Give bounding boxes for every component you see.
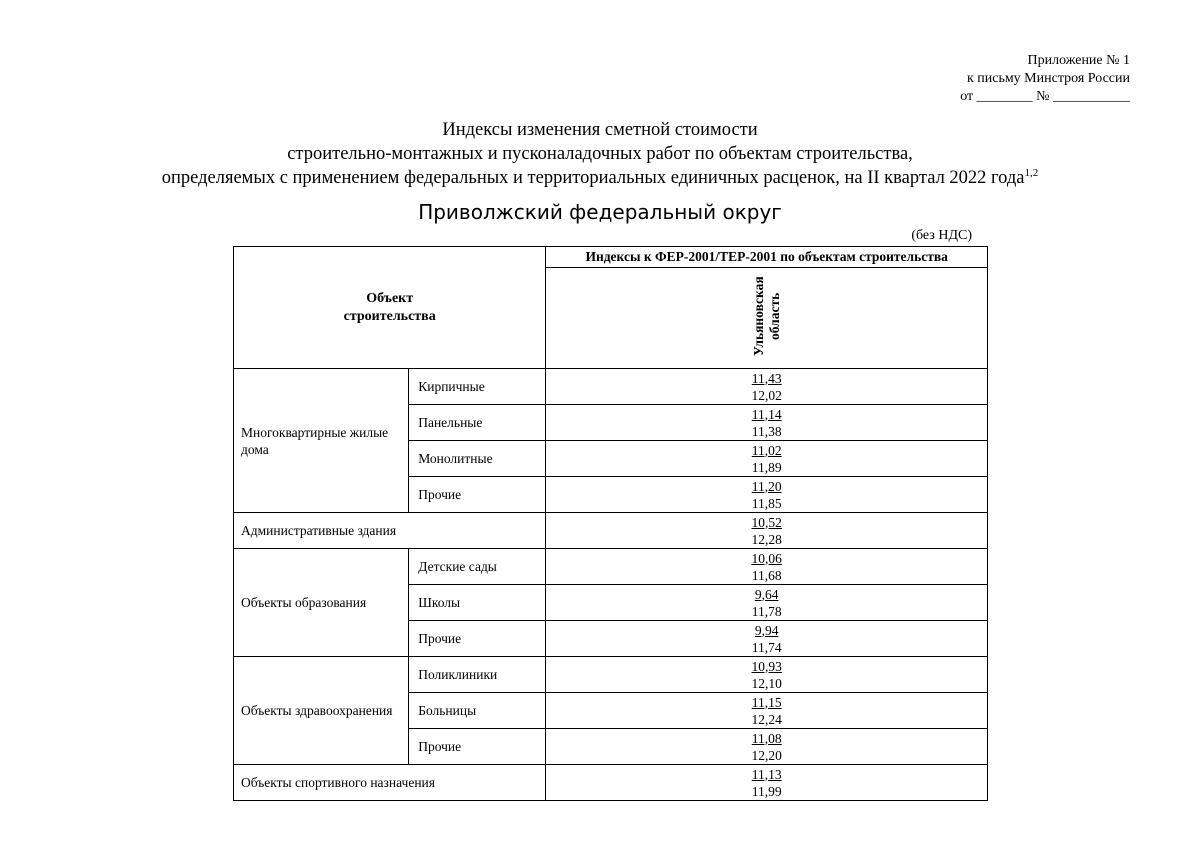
subtype-name: Панельные [409, 405, 546, 441]
table-row [234, 657, 988, 693]
subtype-name: Детские сады [409, 549, 546, 585]
value-cell [546, 585, 988, 621]
subtype-name: Больницы [409, 693, 546, 729]
region-header: Ульяновская область [750, 276, 782, 356]
object-header-text: Объект строительства [343, 290, 436, 324]
index-value-secondary: 11,68 [751, 567, 782, 583]
index-value-primary: 11,14 [751, 406, 782, 422]
value-cell [546, 441, 988, 477]
index-value-secondary: 11,85 [751, 495, 782, 511]
index-value-primary: 11,20 [751, 478, 782, 494]
index-value-primary: 9,94 [754, 622, 779, 638]
group-name: Объекты здравоохранения [234, 657, 409, 765]
subtype-name: Монолитные [409, 441, 546, 477]
value-cell [546, 765, 988, 801]
region-header-cell [546, 268, 988, 369]
index-value-primary: 9,64 [754, 586, 779, 602]
index-value-secondary: 11,78 [751, 603, 782, 619]
index-value-primary: 11,08 [751, 730, 782, 746]
appendix-date-number: от ________ № ___________ [960, 89, 1130, 104]
subtype-name: Прочие [409, 621, 546, 657]
index-value-primary: 10,93 [751, 658, 782, 674]
index-value-secondary: 11,89 [751, 459, 782, 475]
title-footnote: 1,2 [1024, 167, 1039, 179]
index-value-secondary: 11,74 [751, 639, 782, 655]
appendix-letter-ref: к письму Минстроя России [966, 71, 1130, 86]
vat-note: (без НДС) [911, 228, 972, 243]
group-name: Объекты образования [234, 549, 409, 657]
appendix-block [830, 52, 1130, 106]
group-name: Объекты спортивного назначения [234, 765, 546, 801]
document-title [40, 118, 1160, 190]
value-cell [546, 549, 988, 585]
title-line-1: Индексы изменения сметной стоимости [442, 120, 758, 140]
index-value-primary: 11,43 [751, 370, 782, 386]
value-cell [546, 621, 988, 657]
value-cell [546, 729, 988, 765]
header-row [234, 247, 988, 268]
value-cell [546, 657, 988, 693]
index-value-primary: 11,13 [751, 766, 782, 782]
region-heading: Приволжский федеральный округ [418, 200, 782, 224]
table-row [234, 369, 988, 405]
title-line-2: строительно-монтажных и пусконаладочных работ по объектам строительства, [287, 144, 913, 164]
value-cell [546, 477, 988, 513]
title-line-3 [40, 166, 1160, 190]
appendix-number: Приложение № 1 [1027, 53, 1130, 68]
value-cell [546, 405, 988, 441]
index-value-primary: 11,02 [751, 442, 782, 458]
index-value-secondary: 12,24 [751, 711, 782, 727]
index-value-secondary: 12,02 [751, 387, 782, 403]
index-value-secondary: 12,20 [751, 747, 782, 763]
table-row [234, 765, 988, 801]
index-value-secondary: 11,99 [751, 783, 782, 799]
title-line-3-text: определяемых с применением федеральных и территориальных единичных расценок, на II квартал 2022 года [161, 168, 1025, 188]
subtype-name: Прочие [409, 477, 546, 513]
index-value-primary: 11,15 [751, 694, 782, 710]
subtype-name: Кирпичные [409, 369, 546, 405]
index-value-secondary: 11,38 [751, 423, 782, 439]
table-row [234, 513, 988, 549]
index-value-primary: 10,52 [751, 514, 782, 530]
index-table [233, 246, 988, 801]
index-value-primary: 10,06 [751, 550, 782, 566]
group-name: Многоквартирные жилые дома [234, 369, 409, 513]
value-cell [546, 513, 988, 549]
subtype-name: Поликлиники [409, 657, 546, 693]
subtype-name: Школы [409, 585, 546, 621]
index-value-secondary: 12,28 [751, 531, 782, 547]
group-name: Административные здания [234, 513, 546, 549]
subtype-name: Прочие [409, 729, 546, 765]
value-cell [546, 369, 988, 405]
value-cell [546, 693, 988, 729]
index-header: Индексы к ФЕР-2001/ТЕР-2001 по объектам строительства [546, 247, 988, 268]
index-value-secondary: 12,10 [751, 675, 782, 691]
table-row [234, 549, 988, 585]
object-header [234, 247, 546, 369]
